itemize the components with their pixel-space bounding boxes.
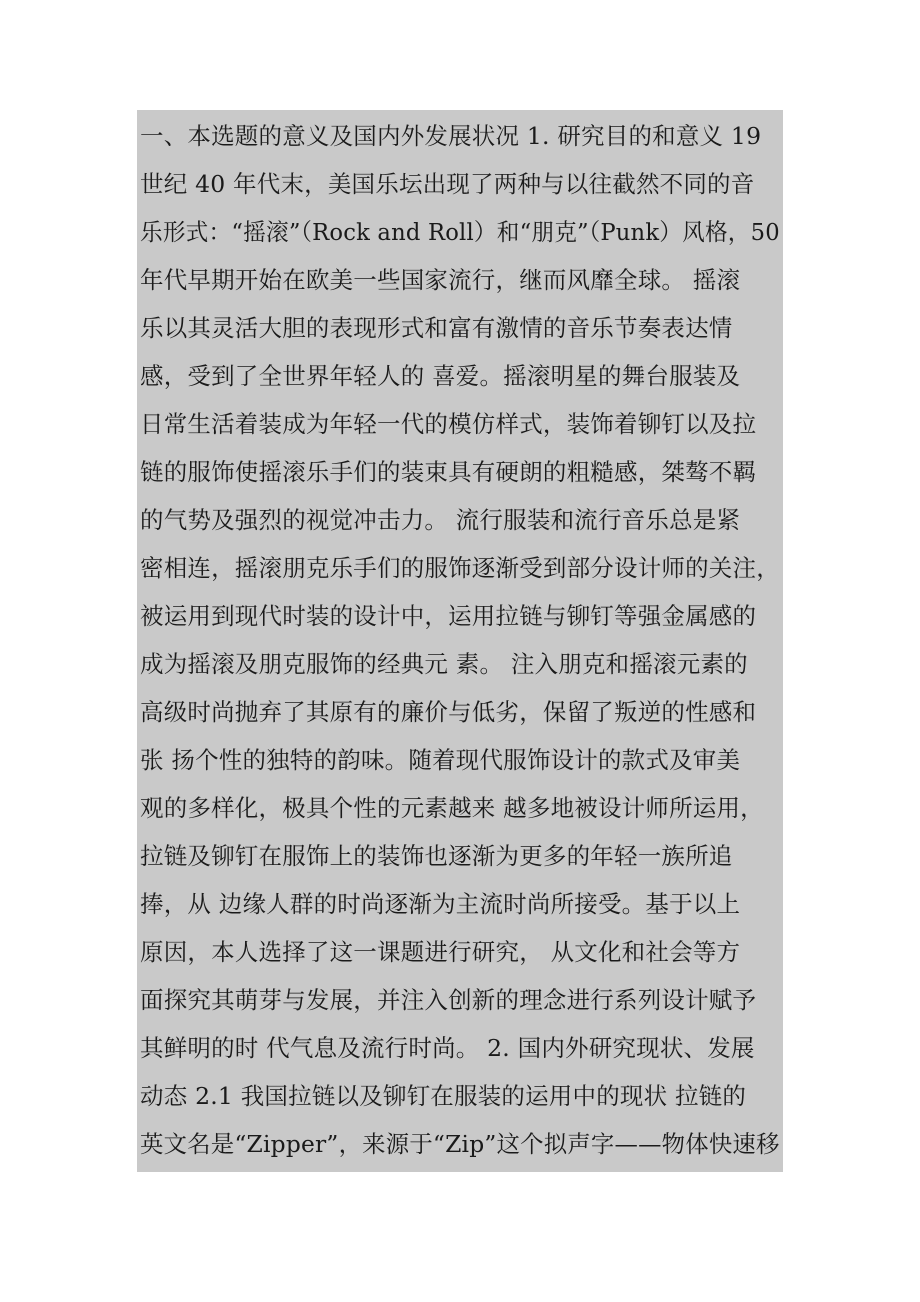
text-line: 乐形式：“摇滚”（Rock and Roll）和“朋克”（Punk）风格，50 <box>140 218 780 246</box>
text-line: 世纪 40 年代末，美国乐坛出现了两种与以往截然不同的音 <box>140 170 755 198</box>
text-line: 的气势及强烈的视觉冲击力。 流行服装和流行音乐总是紧 <box>140 506 741 534</box>
text-line: 成为摇滚及朋克服饰的经典元 素。 注入朋克和摇滚元素的 <box>140 650 748 678</box>
text-line: 动态 2.1 我国拉链以及铆钉在服装的运用中的现状 拉链的 <box>140 1082 747 1110</box>
text-line: 一、本选题的意义及国内外发展状况 1. 研究目的和意义 19 <box>140 122 762 150</box>
text-line: 捧，从 边缘人群的时尚逐渐为主流时尚所接受。基于以上 <box>140 890 741 918</box>
text-line: 原因，本人选择了这一课题进行研究， 从文化和社会等方 <box>140 938 741 966</box>
text-line: 日常生活着装成为年轻一代的模仿样式，装饰着铆钉以及拉 <box>140 410 757 438</box>
text-line: 被运用到现代时装的设计中，运用拉链与铆钉等强金属感的 <box>140 602 757 630</box>
text-line: 高级时尚抛弃了其原有的廉价与低劣，保留了叛逆的性感和 <box>140 698 757 726</box>
text-line: 链的服饰使摇滚乐手们的装束具有硬朗的粗糙感，桀骜不羁 <box>140 458 757 486</box>
text-line: 乐以其灵活大胆的表现形式和富有激情的音乐节奏表达情 <box>140 314 733 342</box>
text-line: 面探究其萌芽与发展，并注入创新的理念进行系列设计赋予 <box>140 986 757 1014</box>
text-line: 张 扬个性的独特的韵味。随着现代服饰设计的款式及审美 <box>140 746 741 774</box>
text-line: 英文名是“Zipper”，来源于“Zip”这个拟声字——物体快速移 <box>140 1130 780 1158</box>
text-line: 年代早期开始在欧美一些国家流行，继而风靡全球。 摇滚 <box>140 266 741 294</box>
text-line: 拉链及铆钉在服饰上的装饰也逐渐为更多的年轻一族所追 <box>140 842 733 870</box>
text-block <box>137 110 783 1172</box>
text-line: 观的多样化，极具个性的元素越来 越多地被设计师所运用， <box>140 794 764 822</box>
text-line: 密相连，摇滚朋克乐手们的服饰逐渐受到部分设计师的关注， <box>140 554 780 582</box>
text-line: 感，受到了全世界年轻人的 喜爱。摇滚明星的舞台服装及 <box>140 362 741 390</box>
text-line: 其鲜明的时 代气息及流行时尚。 2. 国内外研究现状、发展 <box>140 1034 755 1062</box>
